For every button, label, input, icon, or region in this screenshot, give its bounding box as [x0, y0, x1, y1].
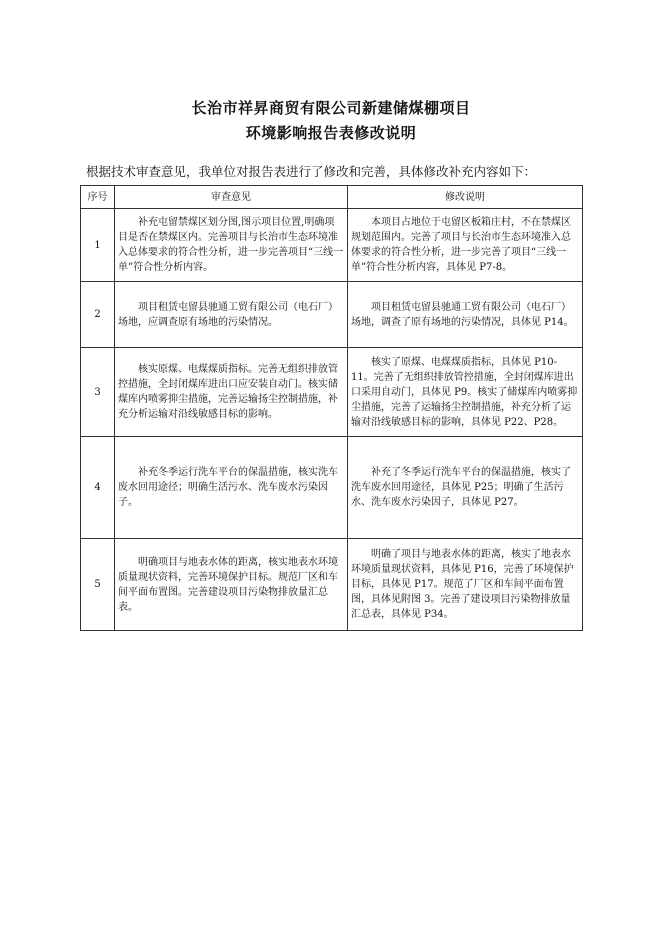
intro-paragraph: 根据技术审查意见，我单位对报告表进行了修改和完善，具体修改补充内容如下：	[86, 164, 537, 179]
revision-note: 补充了冬季运行洗车平台的保温措施，核实了洗车废水回用途径，具体见 P25；明确了生活污水、洗车废水污染因子，具体见 P27。	[348, 437, 583, 539]
document-title: 长治市祥昇商贸有限公司新建储煤棚项目	[191, 99, 471, 117]
row-number: 4	[81, 437, 115, 539]
review-opinion: 项目租赁屯留县驰通工贸有限公司（电石厂）场地，应调查原有场地的污染情况。	[115, 282, 348, 348]
row-number: 2	[81, 282, 115, 348]
header-revision: 修改说明	[348, 186, 583, 209]
revision-note: 明确了项目与地表水体的距离，核实了地表水环境质量现状资料，具体见 P16，完善了环境保护目标，具体见 P17。规范了厂区和车间平面布置图，具体见附图 3。完善了建设项目污染物排放量汇总表，具体见 P34。	[348, 539, 583, 631]
review-opinion: 明确项目与地表水体的距离，核实地表水环境质量现状资料，完善环境保护目标。规范厂区和车间平面布置图。完善建设项目污染物排放量汇总表。	[115, 539, 348, 631]
header-number: 序号	[81, 186, 115, 209]
revision-table	[80, 185, 583, 631]
revision-note: 项目租赁屯留县驰通工贸有限公司（电石厂）场地，调查了原有场地的污染情况，具体见 P14。	[348, 282, 583, 348]
review-opinion: 补充屯留禁煤区划分图,图示项目位置,明确项目是否在禁煤区内。完善项目与长治市生态环境准入总体要求的符合性分析，进一步完善项目“三线一单”符合性分析内容。	[115, 209, 348, 282]
row-number: 3	[81, 348, 115, 437]
revision-note: 本项目占地位于屯留区板箱庄村，不在禁煤区规划范围内。完善了项目与长治市生态环境准入总体要求的符合性分析，进一步完善了项目“三线一单”符合性分析内容，具体见 P7-8。	[348, 209, 583, 282]
document-subtitle: 环境影响报告表修改说明	[245, 124, 417, 142]
table-row	[81, 282, 583, 348]
row-number: 5	[81, 539, 115, 631]
table-row	[81, 539, 583, 631]
header-opinion: 审查意见	[115, 186, 348, 209]
review-opinion: 核实原煤、电煤煤质指标。完善无组织排放管控措施，全封闭煤库进出口应安装自动门。核实储煤库内喷雾抑尘措施，完善运输扬尘控制措施，补充分析运输对沿线敏感目标的影响。	[115, 348, 348, 437]
revision-note: 核实了原煤、电煤煤质指标，具体见 P10-11。完善了无组织排放管控措施，全封闭煤库进出口采用自动门，具体见 P9。核实了储煤库内喷雾抑尘措施，完善了运输扬尘控制措施，补充分析了运输对沿线敏感目标的影响，具体见 P22、P28。	[348, 348, 583, 437]
table-row	[81, 209, 583, 282]
row-number: 1	[81, 209, 115, 282]
review-opinion: 补充冬季运行洗车平台的保温措施，核实洗车废水回用途径；明确生活污水、洗车废水污染因子。	[115, 437, 348, 539]
table-row	[81, 348, 583, 437]
table-header-row	[81, 186, 583, 209]
table-row	[81, 437, 583, 539]
